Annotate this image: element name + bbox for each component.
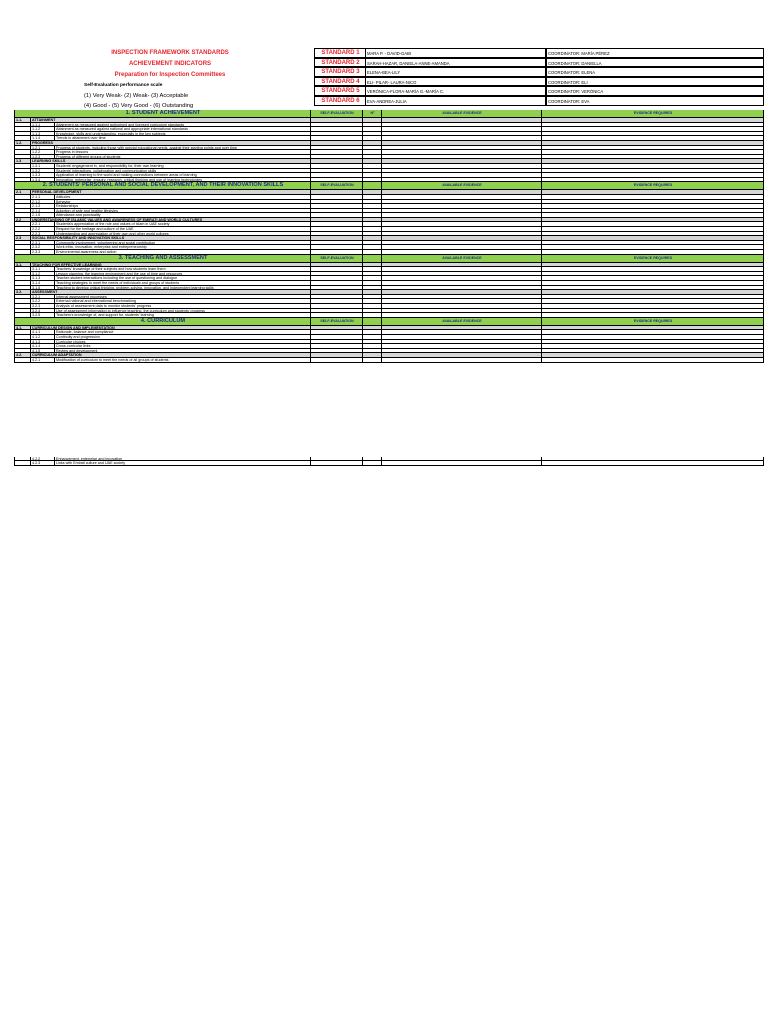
section-title: 1. STUDENT ACHIEVEMENT [14,110,311,118]
standard-members: EVA-ANDREA-JULIA [366,96,546,106]
col-self-evaluation: SELF-EVALUATION [311,110,363,118]
standard-members: SARAH-HAZAR, DANIELA-ANNE-AMANDA [366,58,546,68]
col-available-evidence: AVAILABLE EVIDENCE [382,110,542,118]
row-code: 1.2.3 [31,155,55,160]
row-code: 1.2.2 [31,150,55,155]
row-indicator: Cross-curricular links [55,344,311,349]
group-code: 2.1 [14,190,31,195]
col-number [363,255,382,263]
row-indicator: Attitudes [55,195,311,200]
row-code: 2.1.2 [31,200,55,205]
standard-coordinator: COORDINATOR: EVA [546,96,764,106]
col-self-evaluation: SELF-EVALUATION [311,255,363,263]
row-code: 1.1.4 [31,136,55,141]
col-evidence-required: EVIDENCE REQUIRED [542,182,764,190]
row-code: 4.2.3 [31,461,55,466]
row-code: 3.1.3 [31,276,55,281]
row-code: 2.1.5 [31,213,55,218]
group-name: PROGRESS [31,141,311,146]
row-indicator: Enhancement, enterprise and innovation [55,457,311,462]
row-code: 3.1.5 [31,286,55,291]
row-indicator: Curricular choices [55,340,311,345]
row-indicator: External national and international benchmarking [55,299,311,304]
row-indicator: Lesson planning, the learning environment and the use of time and resources [55,272,311,277]
number-cell[interactable] [363,461,382,466]
table-row [14,461,764,466]
scale-label: Self-Evaluation performance scale [84,83,163,88]
row-code: 2.3.3 [31,250,55,255]
standard-label: STANDARD 1 [314,48,366,58]
group-code: 3.1. [14,263,31,268]
self-eval-cell[interactable] [311,358,363,363]
standard-row [314,77,764,87]
evaluation-sheet [14,110,764,466]
row-indicator: Knowledge, skills and understanding, especially in the key subjects [55,132,311,137]
row-code: 2.1.1 [31,195,55,200]
standard-row [314,96,764,106]
row-blank [14,461,31,466]
group-code: 4.1. [14,326,31,331]
row-indicator: Relationships [55,204,311,209]
row-code: 2.1.4 [31,209,55,214]
group-name: TEACHING FOR EFFECTIVE LEARNING [31,263,311,268]
group-code: 1.2. [14,141,31,146]
group-code: 4.2. [14,353,31,358]
row-indicator: Use of assessment information to influence teaching, the curriculum and students' progress [55,309,311,314]
row-indicator: Innovation, enterprise, enquiry, research, critical thinking and use of learning technologies [55,178,311,183]
group-name: CURRICULUM ADAPTATION [31,353,311,358]
row-code: 2.1.3 [31,204,55,209]
group-name: ATTAINMENT [31,118,311,123]
row-code: 4.1.5 [31,349,55,354]
row-indicator: Environmental awareness and action [55,250,311,255]
row-blank [14,358,31,363]
section-header [14,110,764,118]
page-gap [14,363,764,457]
col-evidence-required: EVIDENCE REQUIRED [542,318,764,326]
section-title: 2. STUDENTS' PERSONAL AND SOCIAL DEVELOPMENT, AND THEIR INNOVATION SKILLS [14,182,311,190]
standard-members: ELENA-BEA-LILY [366,67,546,77]
row-indicator: Respect for the heritage and culture of the UAE [55,227,311,232]
row-code: 4.2.2 [31,457,55,462]
row-code: 1.3.2 [31,169,55,174]
required-evidence-cell[interactable] [542,358,764,363]
row-code: 1.2.1 [31,146,55,151]
row-code: 3.2.3 [31,304,55,309]
available-evidence-cell[interactable] [382,358,542,363]
standard-label: STANDARD 4 [314,77,366,87]
row-indicator: Attendance and punctuality [55,213,311,218]
row-indicator: Students' interactions, collaboration and communication skills [55,169,311,174]
row-indicator: Teachers's knowledge of, and support for, students' learning [55,313,311,318]
standard-row [314,58,764,68]
row-indicator: Students' engagement in, and responsibility for, their own learning [55,164,311,169]
row-code: 2.3.1 [31,241,55,246]
row-code: 2.3.2 [31,245,55,250]
row-code: 4.1.3 [31,340,55,345]
row-indicator: Analysis of assessment data to monitor students' progress [55,304,311,309]
standards-table [314,48,764,106]
standard-members: MARA P. - DAVID-GABI [366,48,546,58]
row-indicator: Teaching to develop critical thinking, problem-solving, innovation, and independent learning skills [55,286,311,291]
row-code: 1.1.1 [31,123,55,128]
row-indicator: Application of learning to the world and making connections between areas of learning [55,173,311,178]
col-evidence-required: EVIDENCE REQUIRED [542,110,764,118]
group-name: SOCIAL RESPONSIBILITY AND INNOVATION SKILLS [31,236,311,241]
row-indicator: Review and development [55,349,311,354]
row-code: 2.2.2 [31,227,55,232]
doc-subtitle-2: Preparation for Inspection Committees [114,72,226,78]
standard-members: ELI- PILAR- LAURA-NICO [366,77,546,87]
row-code: 3.2.2 [31,299,55,304]
group-code: 2.3 [14,236,31,241]
standard-coordinator: COORDINATOR: DANIELLA [546,58,764,68]
group-name: LEARNING SKILLS [31,159,311,164]
standard-coordinator: COORDINATOR: ELI [546,77,764,87]
header-block [58,48,308,111]
row-indicator: Attainment as measured against authorised and licensed curriculum standards [55,123,311,128]
standard-label: STANDARD 2 [314,58,366,68]
group-code: 3.2. [14,290,31,295]
section-title: 4. CURRICULUM [14,318,311,326]
table-row [14,358,764,363]
row-code: 3.2.5 [31,313,55,318]
row-indicator: Modification of curriculum to meet the needs of all groups of students [55,358,311,363]
row-code: 4.1.2 [31,335,55,340]
row-indicator: Trends in attainment over time [55,136,311,141]
group-name: UNDERSTANDING OF ISLAMIC VALUES AND AWARENESS OF EMIRATI AND WORLD CULTURES [31,218,311,223]
row-code: 2.2.3 [31,232,55,237]
row-indicator: Rationale, balance and compliance [55,330,311,335]
row-code: 1.3.1 [31,164,55,169]
row-indicator: Students's appreciation of the role and values of Islam in UAE society [55,222,311,227]
standard-label: STANDARD 3 [314,67,366,77]
row-indicator: Behavior [55,200,311,205]
row-indicator: Work ethic, innovation, enterprise and entrepreneurship [55,245,311,250]
available-evidence-cell[interactable] [382,461,542,466]
scale-line-2: (4) Good - (5) Very Good - (6) Outstanding [84,103,194,109]
row-code: 2.2.1 [31,222,55,227]
row-indicator: Community involvement, volunteering and social contribution [55,241,311,246]
row-code: 3.2.1 [31,295,55,300]
row-indicator: Progress of students, including those with special educational needs, against their starting points and over time [55,146,311,151]
row-code: 3.1.1 [31,267,55,272]
row-code: 4.2.1 [31,358,55,363]
row-indicator: Teaching strategies to meet the needs of individuals and groups of students [55,281,311,286]
col-self-evaluation: SELF-EVALUATION [311,318,363,326]
section-title: 3. TEACHING AND ASSESSMENT [14,255,311,263]
row-indicator: Links with Emirati culture and UAE society [55,461,311,466]
standard-row [314,86,764,96]
col-number: Nº [363,110,382,118]
group-code: 1.1. [14,118,31,123]
row-code: 1.1.2 [31,127,55,132]
section-header [14,255,764,263]
standard-label: STANDARD 6 [314,96,366,106]
row-indicator: Teachers' knowledge of their subjects and how students learn them [55,267,311,272]
row-code: 3.2.4 [31,309,55,314]
doc-subtitle: ACHIEVEMENT INDICATORS [128,61,212,67]
col-number [363,182,382,190]
row-indicator: Progress of different groups of students [55,155,311,160]
section-header [14,182,764,190]
col-number [363,318,382,326]
row-indicator: Understanding and appreciation of their own and other world cultures [55,232,311,237]
required-evidence-cell[interactable] [542,461,764,466]
row-indicator: Internal assessment processes [55,295,311,300]
section-header [14,318,764,326]
col-self-evaluation: SELF-EVALUATION [311,182,363,190]
scale-line-1: (1) Very Weak- (2) Weak- (3) Acceptable [84,93,189,99]
doc-title: INSPECTION FRAMEWORK STANDARDS [111,50,229,56]
row-indicator: Progress in lessons [55,150,311,155]
col-available-evidence: AVAILABLE EVIDENCE [382,182,542,190]
col-evidence-required: EVIDENCE REQUIRED [542,255,764,263]
standard-row [314,67,764,77]
row-code: 3.1.2 [31,272,55,277]
group-name: PERSONAL DEVELOPMENT [31,190,311,195]
row-code: 1.1.3 [31,132,55,137]
row-indicator: Teacher-student interactions including the use of questioning and dialogue [55,276,311,281]
standard-coordinator: COORDINATOR: MARÍA PÉREZ [546,48,764,58]
self-eval-cell[interactable] [311,461,363,466]
row-indicator: Attainment as measured against national and appropriate international standards [55,127,311,132]
group-code: 1.3 [14,159,31,164]
row-code: 3.1.4 [31,281,55,286]
standard-label: STANDARD 5 [314,86,366,96]
row-code: 1.3.3 [31,173,55,178]
group-name: ASSESSMENT [31,290,311,295]
row-indicator: Adoption of safe and healthy lifestyles [55,209,311,214]
row-code: 4.1.1 [31,330,55,335]
standard-members: VERÓNICA-FLORA-MARÍA G.-MARÍA C. [366,86,546,96]
col-available-evidence: AVAILABLE EVIDENCE [382,255,542,263]
row-code: 4.1.4 [31,344,55,349]
standard-coordinator: COORDINATOR: ELENA [546,67,764,77]
group-code: 2.2 [14,218,31,223]
number-cell[interactable] [363,358,382,363]
row-code: 1.3.4 [31,178,55,183]
standard-row [314,48,764,58]
row-indicator: Continuity and progression [55,335,311,340]
col-available-evidence: AVAILABLE EVIDENCE [382,318,542,326]
standard-coordinator: COORDINATOR: VERÓNICA [546,86,764,96]
group-name: CURRICULUM DESIGN AND IMPLEMENTATION [31,326,311,331]
